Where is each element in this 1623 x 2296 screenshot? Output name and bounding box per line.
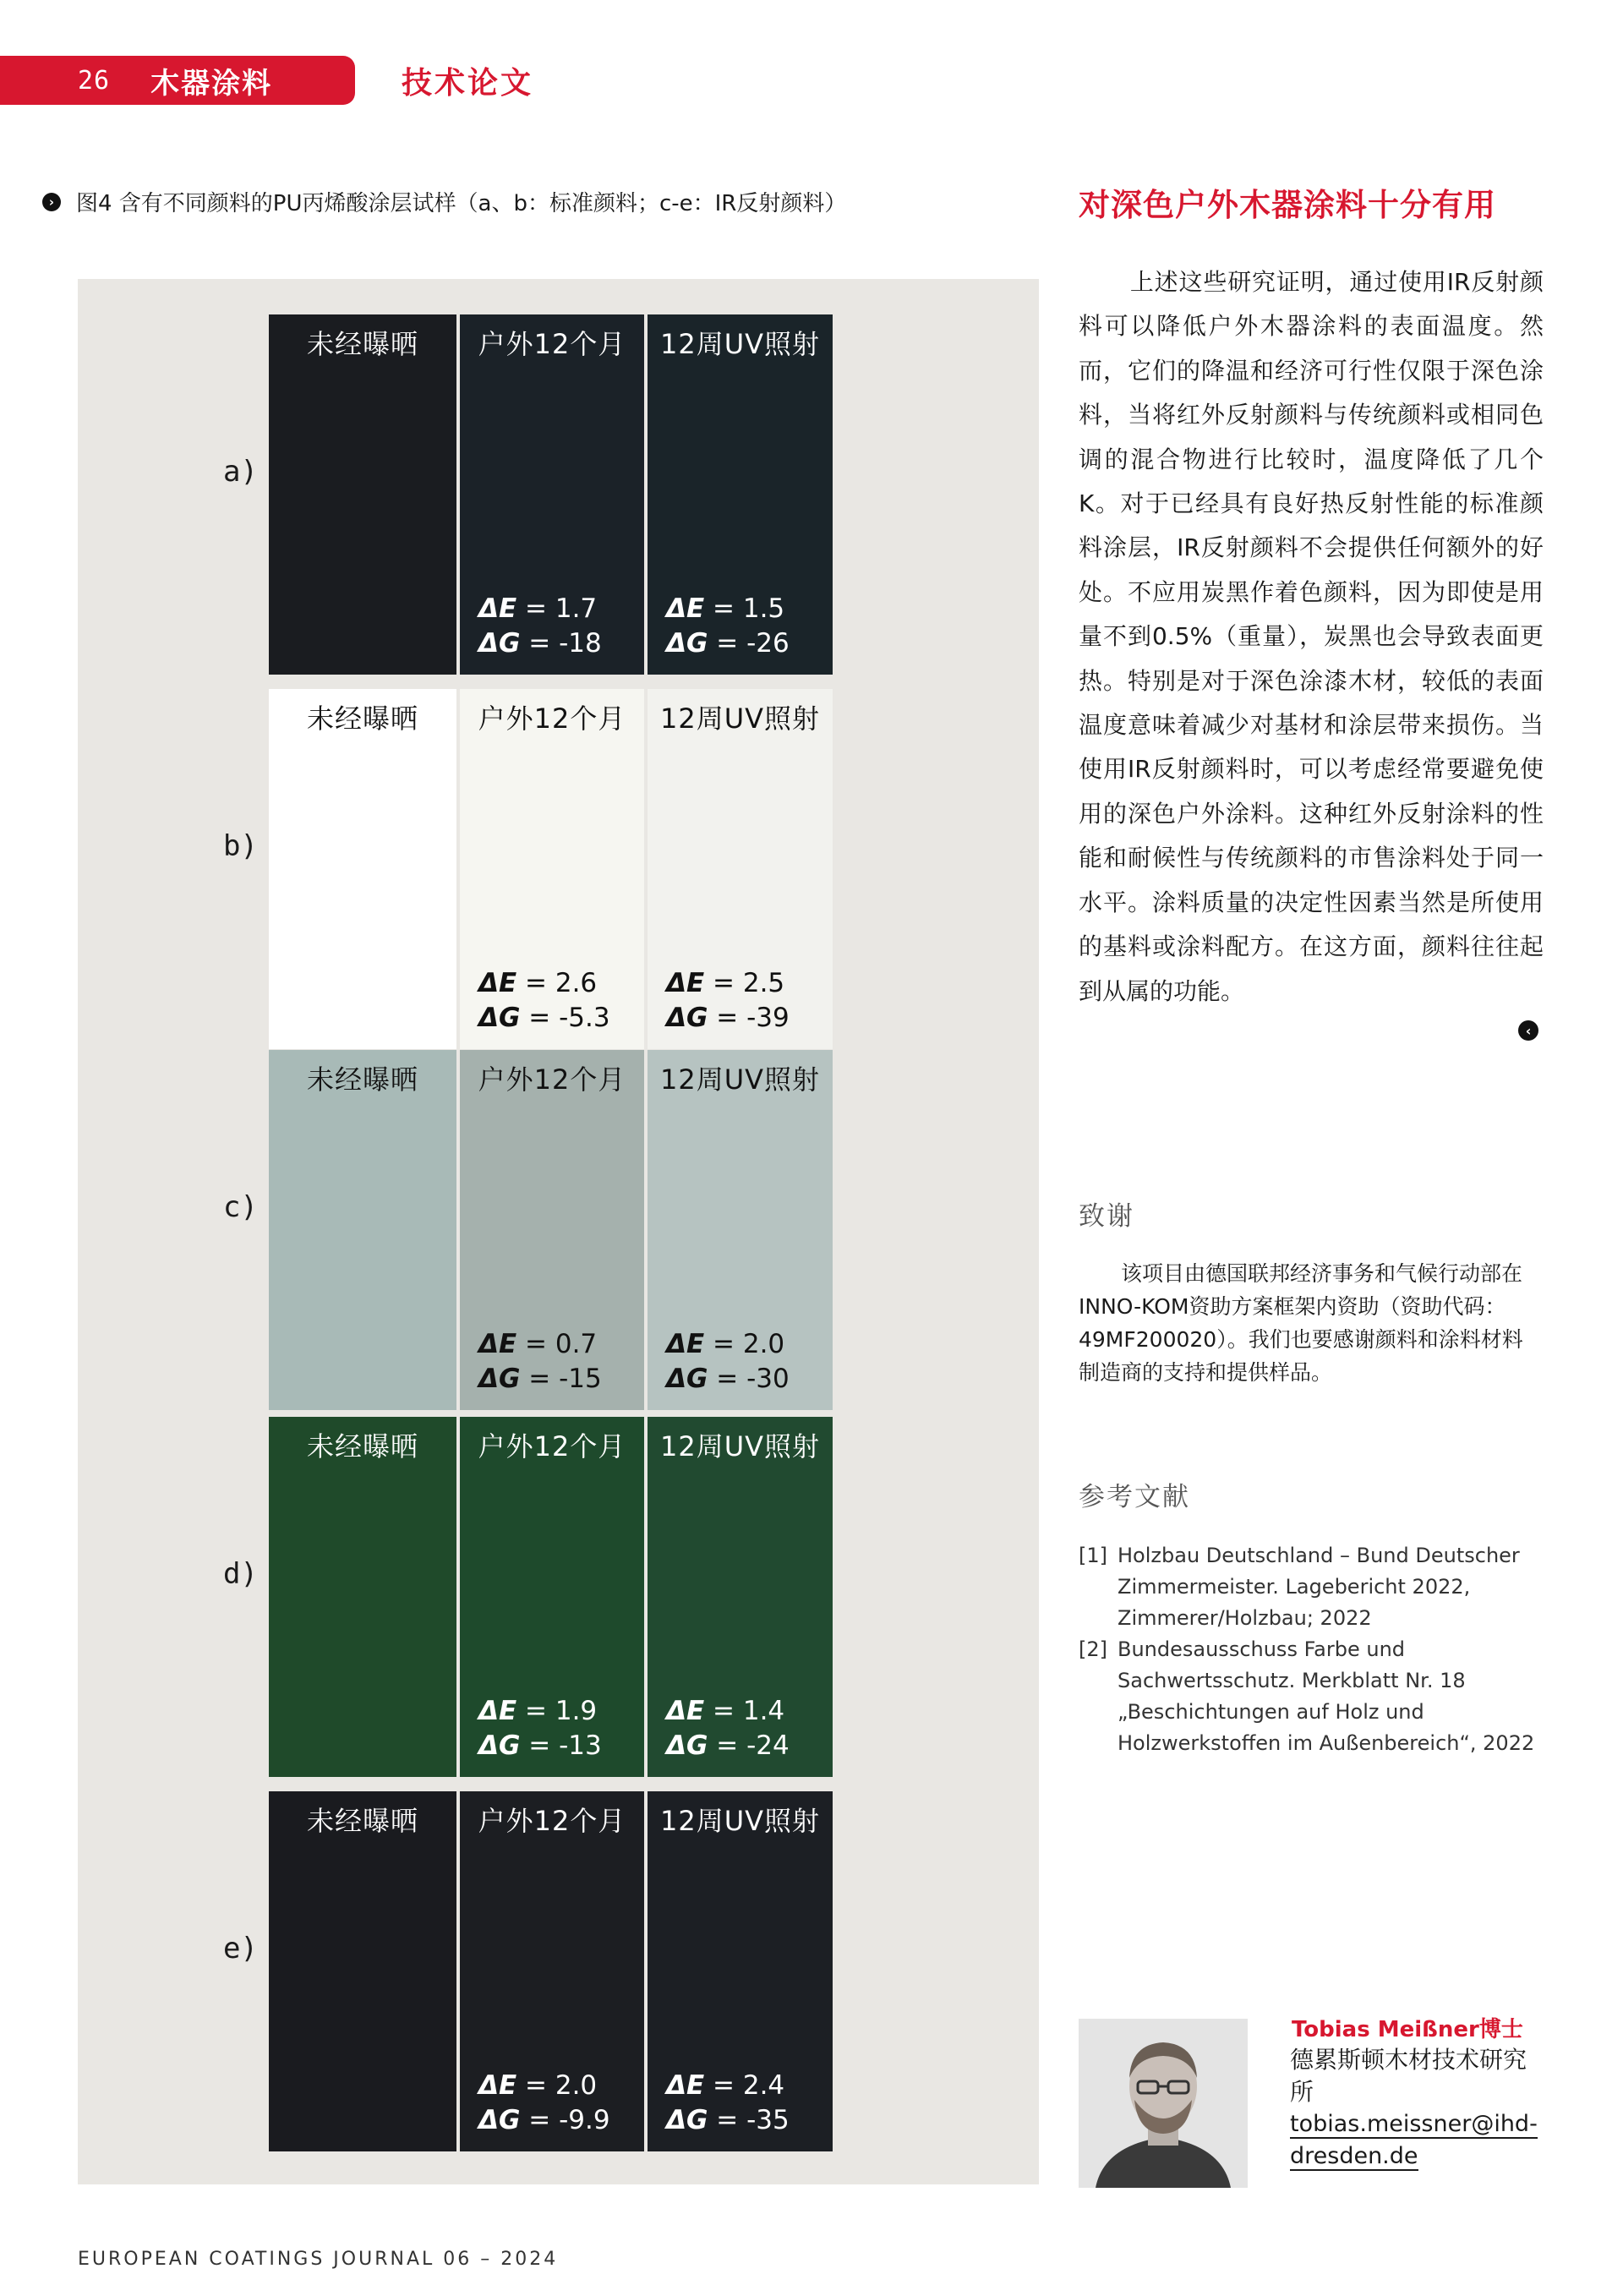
chevron-right-icon: › (42, 193, 61, 211)
delta-g-line: ΔG = -39 (666, 1003, 790, 1033)
delta-e-value: 1.5 (742, 593, 785, 624)
article-type: 技术论文 (402, 66, 534, 101)
sample-swatch (269, 1791, 456, 2151)
swatch-header: 未经曝晒 (306, 1430, 418, 1462)
delta-e-value: 2.6 (555, 968, 598, 998)
sample-row (269, 1417, 833, 1777)
sample-swatch (648, 314, 833, 675)
delta-e-value: 2.4 (742, 2070, 785, 2101)
swatch-header: 未经曝晒 (306, 1063, 418, 1096)
figure-caption (42, 186, 846, 217)
swatch-stats (478, 2069, 610, 2138)
reference-text: Holzbau Deutschland – Bund Deutscher Zimmermeister. Lagebericht 2022, Zimmerer/Holzbau; 2022 (1118, 1544, 1520, 1630)
delta-e-value: 1.4 (742, 1696, 785, 1726)
header-section-tab (0, 56, 355, 105)
sample-swatch (460, 314, 644, 675)
author-institution: 德累斯顿木材技术研究所 (1290, 2046, 1527, 2106)
sample-swatch (460, 1417, 644, 1777)
swatch-header: 未经曝晒 (306, 702, 418, 735)
sample-row (269, 1050, 833, 1410)
author-photo (1079, 2019, 1248, 2188)
row-label: b) (223, 829, 258, 863)
article-body (1079, 260, 1544, 1014)
sample-row (269, 689, 833, 1049)
delta-g-line: ΔG = -15 (478, 1364, 602, 1394)
sample-row (269, 1791, 833, 2151)
delta-g-value: -18 (559, 628, 602, 659)
swatch-stats (666, 966, 790, 1036)
delta-g-value: -5.3 (559, 1003, 610, 1033)
acknowledgement-title: 致谢 (1079, 1201, 1134, 1232)
delta-g-value: -9.9 (559, 2105, 610, 2135)
delta-e-value: 1.9 (555, 1696, 598, 1726)
swatch-header: 12周UV照射 (659, 1063, 821, 1096)
delta-g-value: -30 (746, 1364, 790, 1394)
sample-row (269, 314, 833, 675)
swatch-header: 户外12个月 (478, 328, 626, 360)
sample-swatch (460, 1050, 644, 1410)
delta-g-value: -26 (746, 628, 790, 659)
journal-footer: EUROPEAN COATINGS JOURNAL 06 – 2024 (78, 2249, 559, 2270)
sample-swatch (648, 1050, 833, 1410)
swatch-stats (666, 1694, 790, 1763)
row-label: c) (223, 1190, 258, 1224)
figure-caption-text: 图4 含有不同颜料的PU丙烯酸涂层试样（a、b：标准颜料；c-e：IR反射颜料） (76, 191, 847, 216)
swatch-header: 户外12个月 (478, 1063, 626, 1096)
reference-number: [2] (1079, 1637, 1107, 1661)
delta-e-line: ΔE = 1.7 (478, 593, 598, 624)
row-label: e) (223, 1932, 258, 1965)
delta-e-line: ΔE = 2.0 (666, 1329, 785, 1359)
sample-swatch (269, 314, 456, 675)
row-label: a) (223, 455, 258, 489)
swatch-header: 12周UV照射 (659, 702, 821, 735)
reference-item (1079, 1540, 1549, 1634)
delta-g-line: ΔG = -35 (666, 2105, 790, 2135)
row-label: d) (223, 1557, 258, 1591)
swatch-header: 未经曝晒 (306, 328, 418, 360)
acknowledgement-body (1079, 1257, 1544, 1389)
page-number: 26 (78, 65, 111, 96)
swatch-header: 12周UV照射 (659, 328, 821, 360)
swatch-header: 未经曝晒 (306, 1805, 418, 1837)
swatch-stats (666, 2069, 790, 2138)
delta-g-line: ΔG = -30 (666, 1364, 790, 1394)
sample-swatch (269, 689, 456, 1049)
author-email-link[interactable]: tobias.meissner@ihd-dresden.de (1290, 2111, 1538, 2169)
swatch-header: 12周UV照射 (659, 1430, 821, 1462)
swatch-header: 户外12个月 (478, 1805, 626, 1837)
delta-e-line: ΔE = 1.5 (666, 593, 785, 624)
delta-e-line: ΔE = 0.7 (478, 1329, 598, 1359)
figure-panel (78, 279, 1039, 2184)
delta-e-line: ΔE = 2.6 (478, 968, 598, 998)
swatch-header: 户外12个月 (478, 1430, 626, 1462)
swatch-stats (666, 1327, 790, 1397)
references-title: 参考文献 (1079, 1482, 1190, 1512)
swatch-stats (478, 1327, 602, 1397)
author-name: Tobias Meißner博士 (1292, 2017, 1523, 2042)
delta-e-value: 1.7 (555, 593, 598, 624)
delta-g-line: ΔG = -9.9 (478, 2105, 610, 2135)
delta-g-line: ΔG = -18 (478, 628, 602, 659)
swatch-header: 12周UV照射 (659, 1805, 821, 1837)
delta-e-line: ΔE = 1.9 (478, 1696, 598, 1726)
references-list (1079, 1540, 1549, 1759)
delta-e-value: 2.0 (742, 1329, 785, 1359)
delta-g-value: -39 (746, 1003, 790, 1033)
swatch-stats (478, 1694, 602, 1763)
delta-g-line: ΔG = -26 (666, 628, 790, 659)
delta-g-value: -24 (746, 1730, 790, 1761)
sample-swatch (460, 689, 644, 1049)
sample-swatch (460, 1791, 644, 2151)
delta-g-value: -13 (559, 1730, 602, 1761)
delta-g-line: ΔG = -5.3 (478, 1003, 610, 1033)
swatch-stats (666, 592, 790, 661)
swatch-stats (478, 966, 610, 1036)
sample-swatch (648, 1791, 833, 2151)
sample-swatch (269, 1417, 456, 1777)
delta-e-line: ΔE = 2.4 (666, 2070, 785, 2101)
delta-e-line: ΔE = 2.5 (666, 968, 785, 998)
acknowledgement-text: 该项目由德国联邦经济事务和气候行动部在INNO-KOM资助方案框架内资助（资助代码：49MF200020）。我们也要感谢颜料和涂料材料制造商的支持和提供样品。 (1079, 1261, 1523, 1385)
delta-g-value: -15 (559, 1364, 602, 1394)
sample-swatch (269, 1050, 456, 1410)
reference-number: [1] (1079, 1544, 1107, 1567)
delta-g-line: ΔG = -13 (478, 1730, 602, 1761)
author-portrait-icon (1079, 2019, 1248, 2188)
delta-g-line: ΔG = -24 (666, 1730, 790, 1761)
delta-e-value: 0.7 (555, 1329, 598, 1359)
author-email[interactable] (1290, 2108, 1544, 2173)
reference-text: Bundesausschuss Farbe und Sachwertsschutz. Merkblatt Nr. 18 „Beschichtungen auf Holz und Holzwerkstoffen im Außenbereich“, 2022 (1118, 1637, 1535, 1755)
swatch-stats (478, 592, 602, 661)
delta-g-value: -35 (746, 2105, 790, 2135)
article-section-title: 对深色户外木器涂料十分有用 (1079, 187, 1496, 223)
section-name: 木器涂料 (150, 66, 273, 101)
article-body-text: 上述这些研究证明，通过使用IR反射颜料可以降低户外木器涂料的表面温度。然而，它们的降温和经济可行性仅限于深色涂料，当将红外反射颜料与传统颜料或相同色调的混合物进行比较时，温度降低了几个K。对于已经具有良好热反射性能的标准颜料涂层，IR反射颜料不会提供任何额外的好处。不应用炭黑作着色颜料，因为即使是用量不到0.5%（重量），炭黑也会导致表面更热。特别是对于深色涂漆木材，较低的表面温度意味着减少对基材和涂层带来损伤。当使用IR反射颜料时，可以考虑经常要避免使用的深色户外涂料。这种红外反射涂料的性能和耐候性与传统颜料的市售涂料处于同一水平。涂料质量的决定性因素当然是所使用的基料或涂料配方。在这方面，颜料往往起到从属的功能。 (1079, 268, 1544, 1005)
reference-item (1079, 1634, 1549, 1759)
chevron-left-icon: ‹ (1518, 1020, 1538, 1041)
swatch-header: 户外12个月 (478, 702, 626, 735)
delta-e-value: 2.0 (555, 2070, 598, 2101)
delta-e-line: ΔE = 2.0 (478, 2070, 598, 2101)
sample-swatch (648, 689, 833, 1049)
delta-e-value: 2.5 (742, 968, 785, 998)
delta-e-line: ΔE = 1.4 (666, 1696, 785, 1726)
sample-swatch (648, 1417, 833, 1777)
